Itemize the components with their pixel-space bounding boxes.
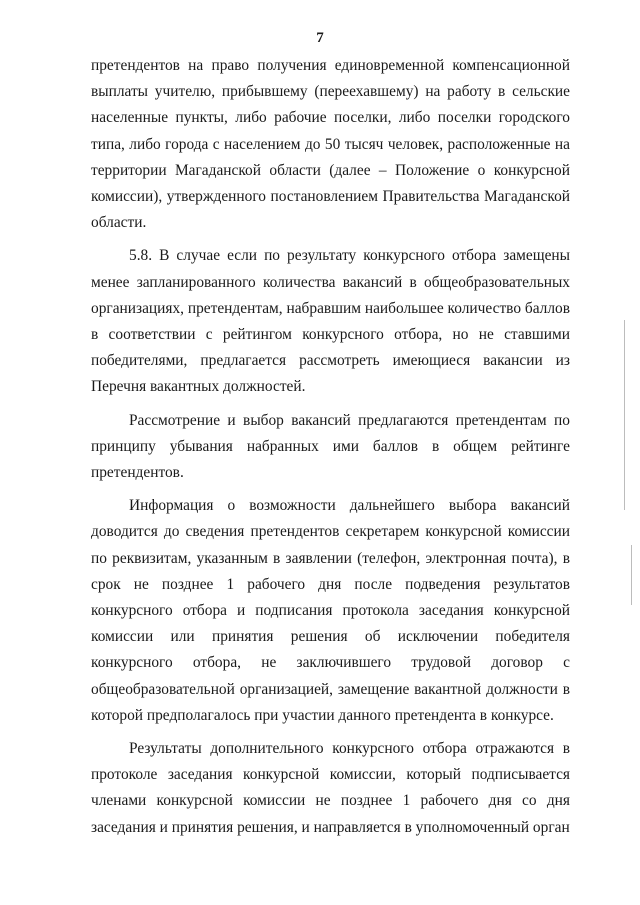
scan-margin-mark (631, 545, 632, 605)
paragraph-continuation: претендентов на право получения единовременной компенсационной выплаты учителю, прибывшему (переехавшему) на работу в сельские населенные пункты, либо рабочие поселки, либо поселки городского типа, либо города с населением до 50 тысяч человек, расположенные на территории Магаданской области (далее – Положение о конкурсной комиссии), утвержденного постановлением Правительства Магаданской области. (91, 57, 570, 232)
page-number: 7 (316, 30, 324, 46)
paragraph-results: Результаты дополнительного конкурсного отбора отражаются в протоколе заседания конкурсной комиссии, который подписывается членами конкурсной комиссии не позднее 1 рабочего дня со дня заседания и принятия решения, и направляется в уполномоченный орган (91, 740, 570, 836)
document-body (91, 53, 570, 841)
paragraph-information-notice: Информация о возможности дальнейшего выбора вакансий доводится до сведения претендентов секретарем конкурсной комиссии по реквизитам, указанным в заявлении (телефон, электронная почта), в срок не позднее 1 рабочего дня после подведения результатов конкурсного отбора и подписания протокола заседания конкурсной комиссии или принятия решения об исключении победителя конкурсного отбора, не заключившего трудовой договор с общеобразовательной организацией, замещение вакантной должности в которой предполагалось при участии данного претендента в конкурсе. (91, 497, 570, 724)
scan-margin-mark (624, 320, 625, 510)
paragraph-vacancy-review: Рассмотрение и выбор вакансий предлагаются претендентам по принципу убывания набранных ими баллов в общем рейтинге претендентов. (91, 411, 570, 482)
paragraph-section-5-8: 5.8. В случае если по результату конкурсного отбора замещены менее запланированного количества вакансий в общеобразовательных организациях, претендентам, набравшим наибольшее количество баллов в соответствии с рейтингом конкурсного отбора, но не ставшими победителями, предлагается рассмотреть имеющиеся вакансии из Перечня вакантных должностей. (91, 247, 570, 396)
